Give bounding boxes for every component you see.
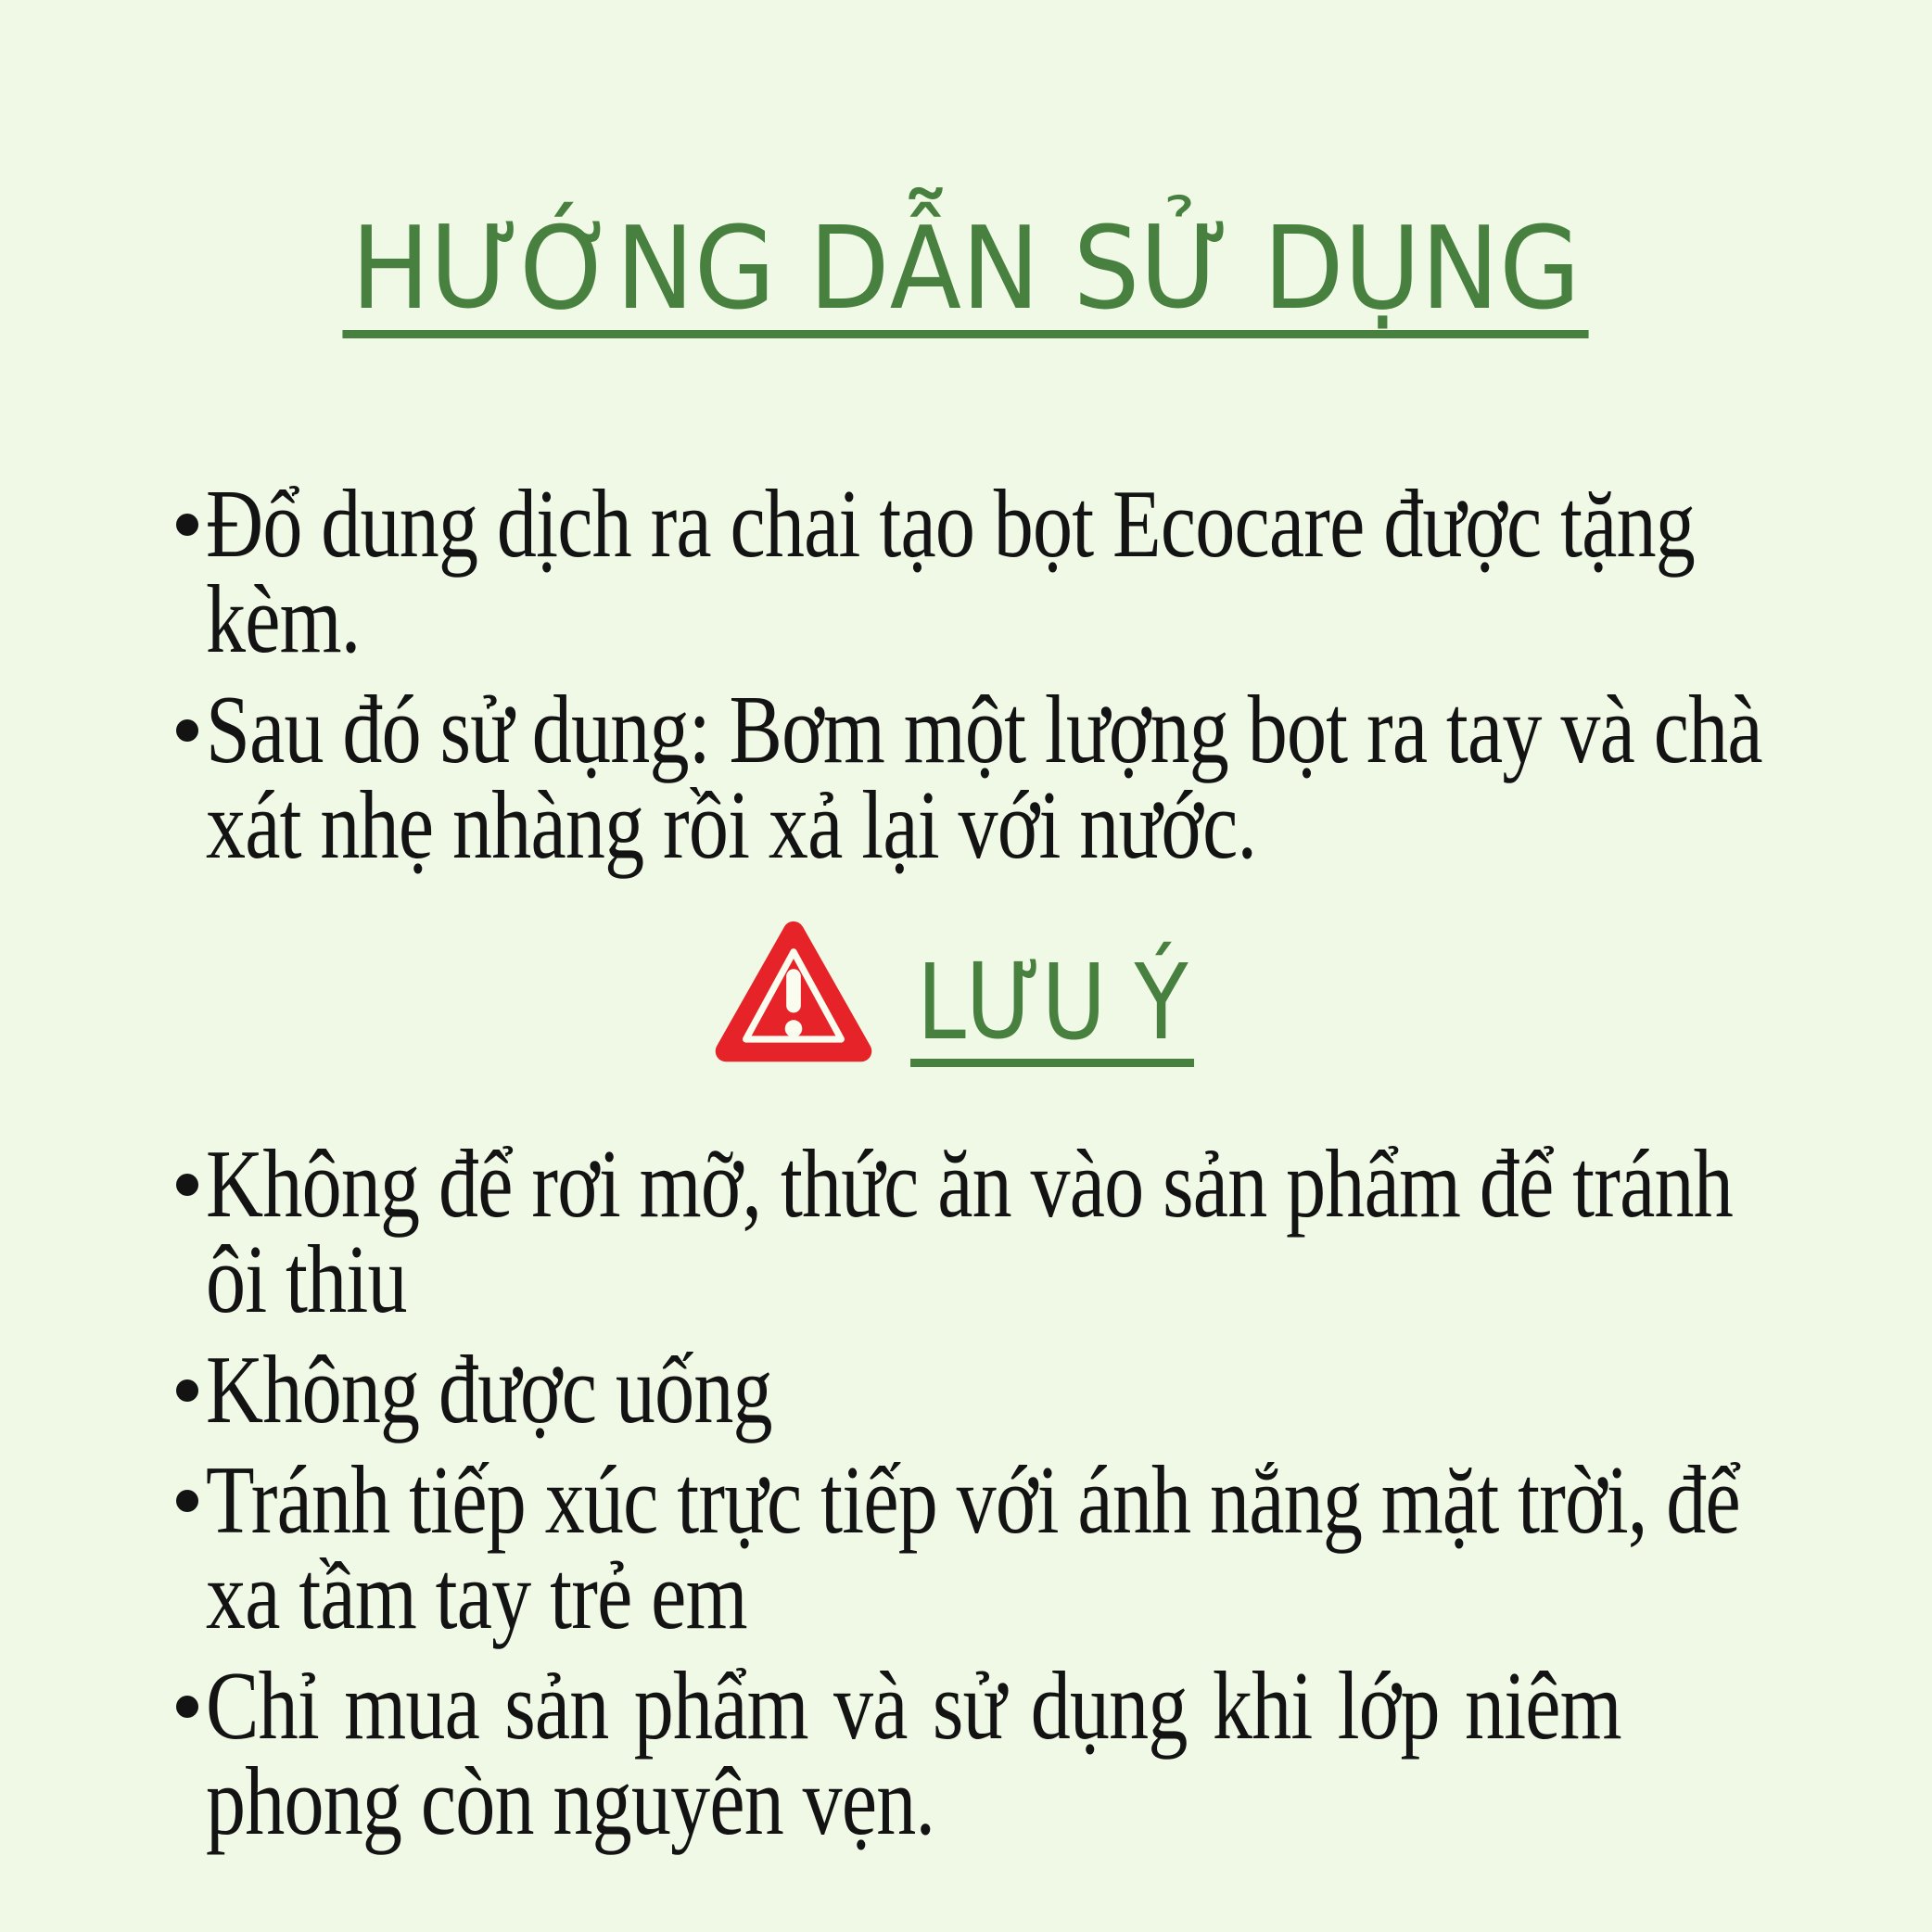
list-item-text: [206, 1651, 1621, 1855]
list-item: [176, 1445, 1932, 1649]
text-line: Tránh tiếp xúc trực tiếp với ánh nắng mặt trời, để: [206, 1445, 1740, 1554]
note-list: [0, 1129, 1932, 1855]
list-item: [176, 1335, 1932, 1443]
text-line: Không được uống: [206, 1335, 772, 1443]
bullet-icon: [176, 1174, 198, 1196]
bullet-icon: [176, 1490, 198, 1512]
text-line: xát nhẹ nhàng rồi xả lại với nước.: [206, 770, 1257, 879]
text-line: phong còn nguyên vẹn.: [206, 1747, 935, 1855]
text-line: Đổ dung dịch ra chai tạo bọt Ecocare được tặng: [206, 469, 1696, 578]
list-item-text: [206, 1445, 1740, 1649]
list-item-text: [206, 1335, 1621, 1443]
list-item-text: [206, 1129, 1733, 1333]
usage-list: [0, 469, 1932, 879]
title-section: [0, 0, 1932, 338]
text-line: Không để rơi mỡ, thức ăn vào sản phẩm để tránh: [206, 1129, 1733, 1238]
list-item-text: [206, 469, 1696, 673]
bullet-icon: [176, 1696, 198, 1718]
warning-triangle-icon: [713, 919, 874, 1067]
list-item-text: [206, 675, 1762, 879]
list-item: [176, 1129, 1932, 1333]
note-title: LƯU Ý: [910, 951, 1194, 1067]
list-item: [176, 469, 1932, 673]
bullet-icon: [176, 719, 198, 742]
text-line: ôi thiu: [206, 1225, 407, 1333]
page-title: HƯỚNG DẪN SỬ DỤNG: [343, 212, 1590, 338]
bullet-icon: [176, 1379, 198, 1402]
bullet-icon: [176, 514, 198, 536]
text-line: kèm.: [206, 565, 361, 673]
list-item: [176, 675, 1932, 879]
text-line: xa tầm tay trẻ em: [206, 1541, 747, 1649]
note-heading: [0, 919, 1932, 1067]
list-item: [176, 1651, 1932, 1855]
text-line: Chỉ mua sản phẩm và sử dụng khi lớp niêm: [206, 1651, 1621, 1760]
text-line: Sau đó sử dụng: Bơm một lượng bọt ra tay và chà: [206, 675, 1762, 783]
